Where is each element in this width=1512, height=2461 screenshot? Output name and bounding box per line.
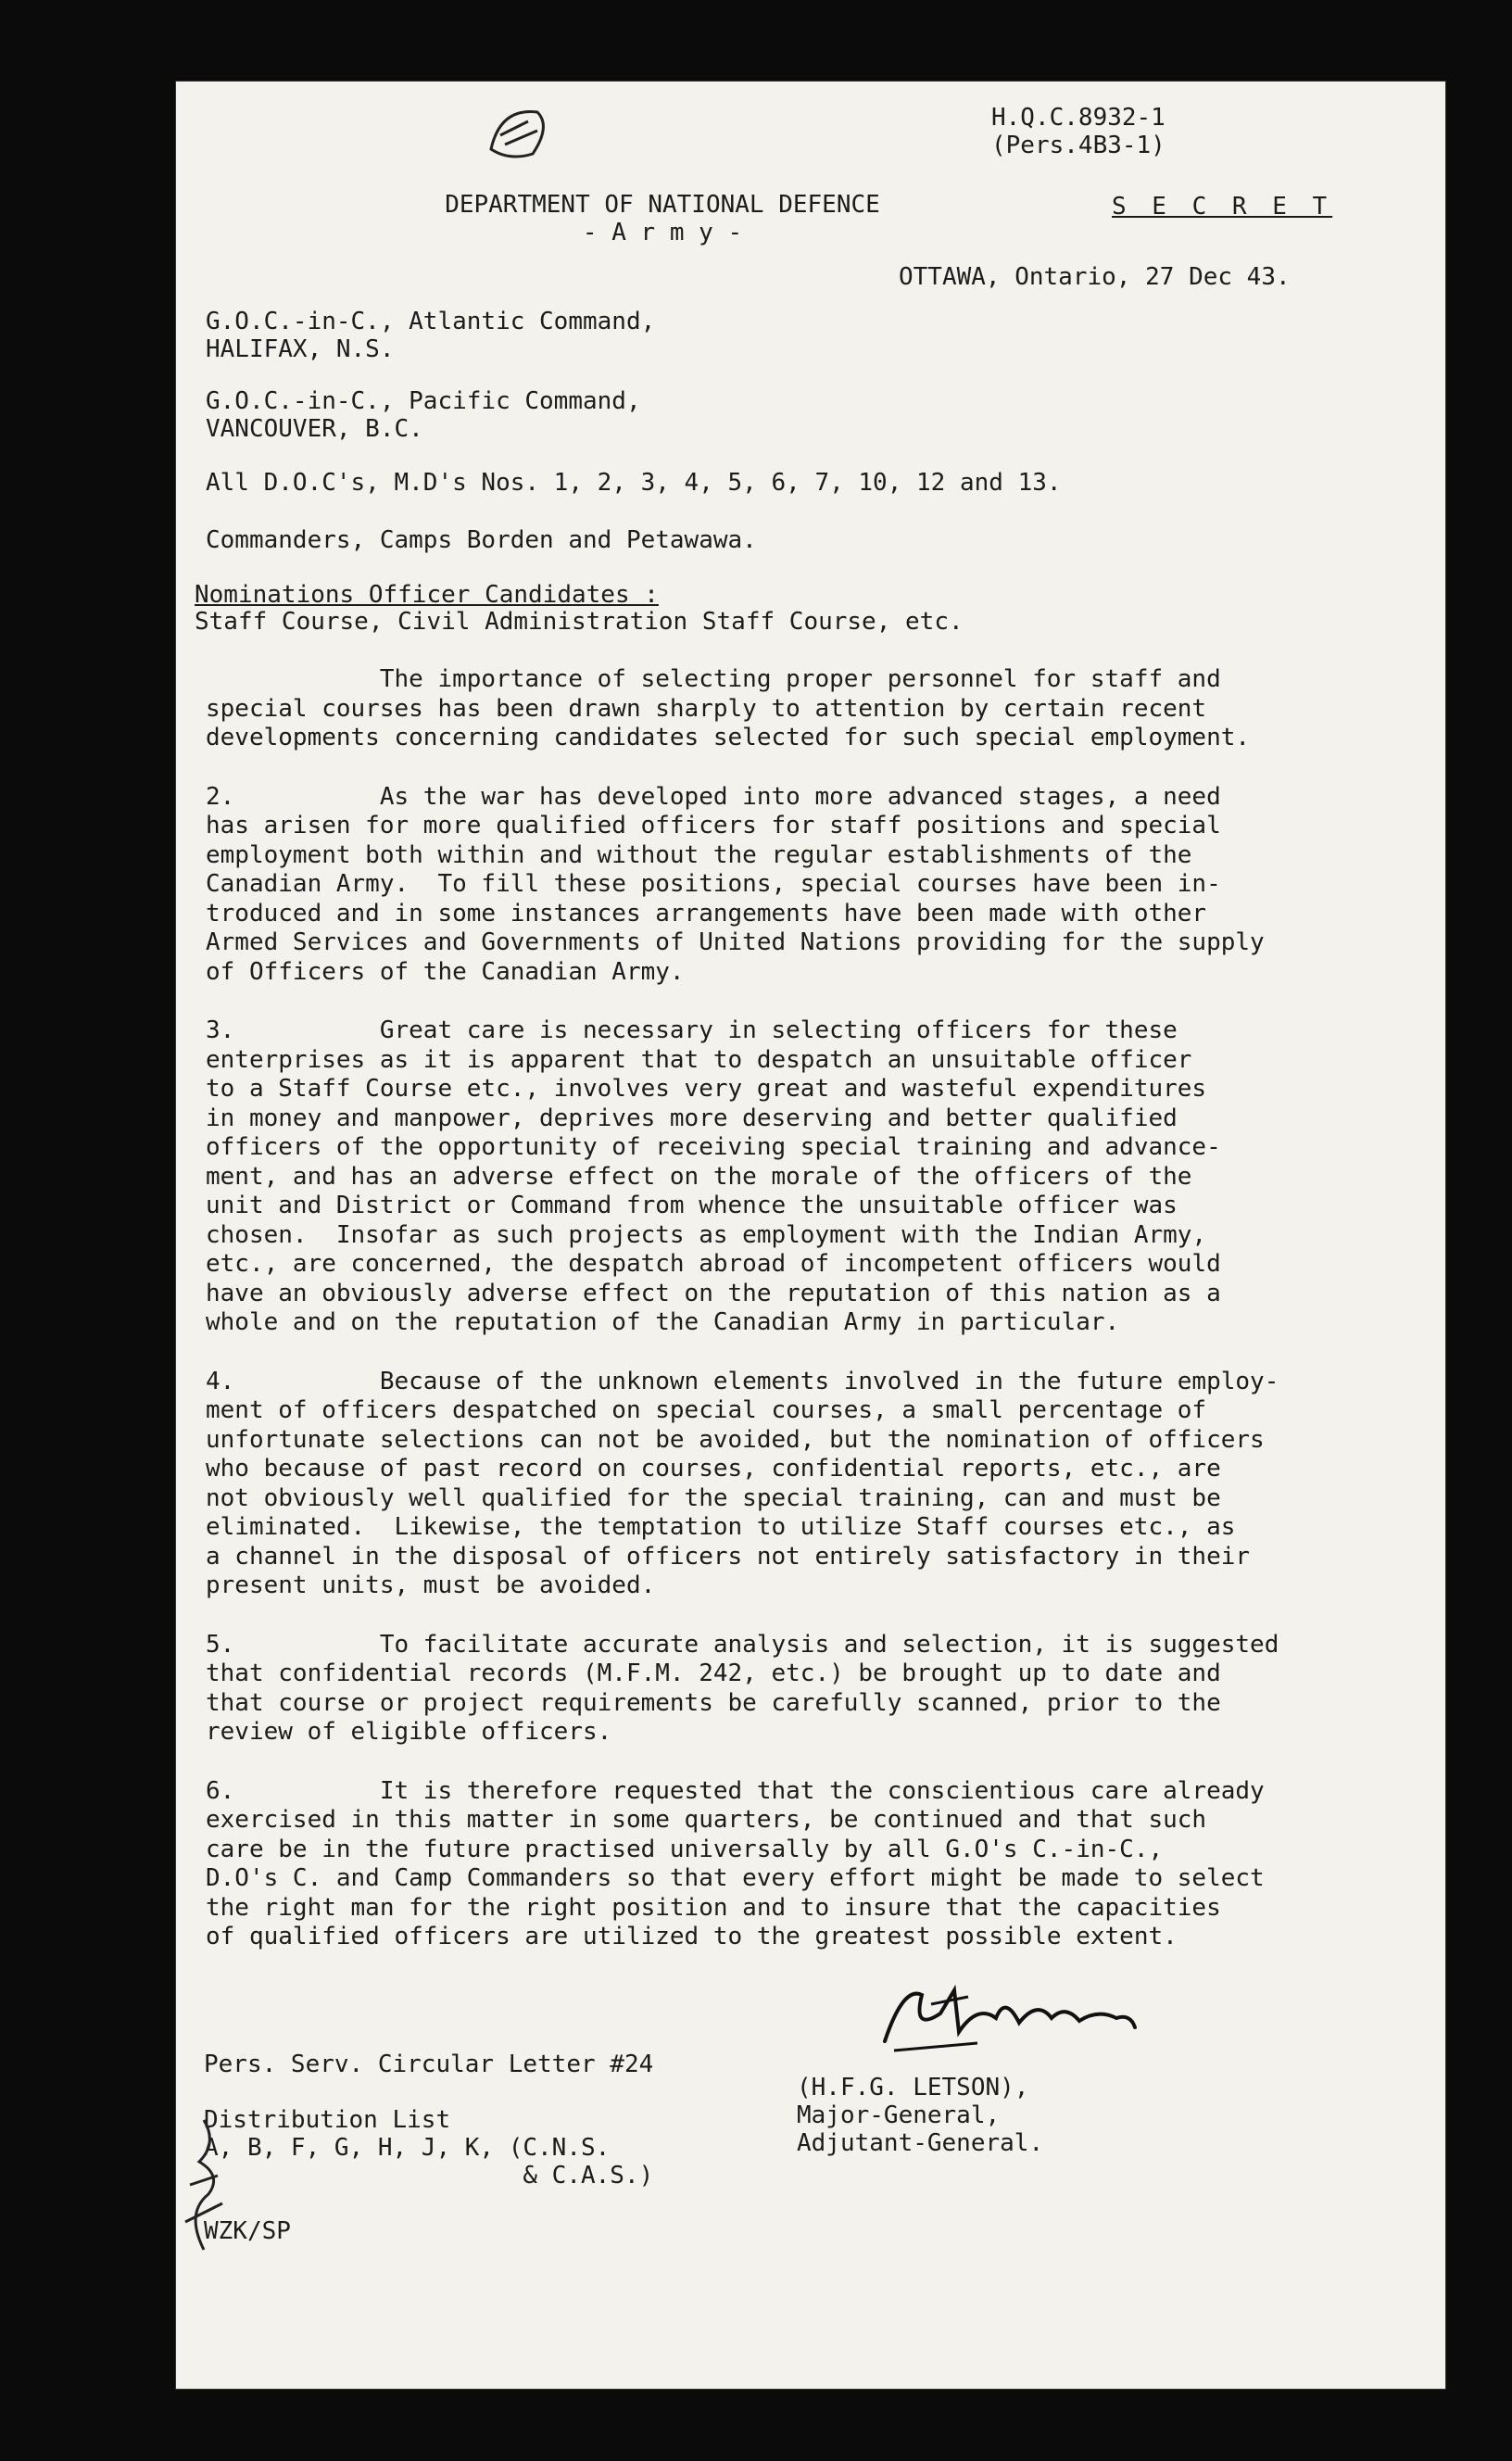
- distribution-label: Distribution List: [204, 2106, 451, 2134]
- signatory-name: (H.F.G. LETSON),: [797, 2074, 1029, 2101]
- department-name: DEPARTMENT OF NATIONAL DEFENCE: [445, 191, 880, 219]
- text-line: employment both within and without the regular establishments of the: [206, 840, 1192, 869]
- file-reference: [991, 104, 1166, 159]
- text-line: whole and on the reputation of the Canadian Army in particular.: [206, 1308, 1120, 1336]
- text-line: eliminated. Likewise, the temptation to utilize Staff courses etc., as: [206, 1513, 1236, 1541]
- text-line: care be in the future practised universally by all G.O's C.-in-C.,: [206, 1835, 1164, 1863]
- text-line: to a Staff Course etc., involves very great and wasteful expenditures: [206, 1075, 1207, 1103]
- text-line: etc., are concerned, the despatch abroad of incompetent officers would: [206, 1250, 1221, 1278]
- file-ref-line-2: (Pers.4B3-1): [991, 132, 1166, 159]
- text-line: special courses has been drawn sharply to attention by certain recent: [206, 694, 1207, 723]
- text-line: unit and District or Command from whence the unsuitable officer was: [206, 1192, 1178, 1219]
- paragraph-6: [206, 1777, 1429, 1952]
- addressee-line: All D.O.C's, M.D's Nos. 1, 2, 3, 4, 5, 6, 7, 10, 12 and 13.: [206, 469, 1062, 497]
- text-line: 2. As the war has developed into more advanced stages, a need: [206, 782, 1221, 811]
- addressee-line: G.O.C.-in-C., Pacific Command,: [206, 387, 641, 415]
- addressee-3: [206, 469, 1062, 497]
- document-page: [176, 82, 1445, 2389]
- text-line: chosen. Insofar as such projects as employment with the Indian Army,: [206, 1220, 1207, 1249]
- paragraph-4: [206, 1368, 1429, 1601]
- signatory-title: Adjutant-General.: [797, 2129, 1044, 2157]
- paragraph-3: [206, 1016, 1429, 1338]
- file-ref-line-1: H.Q.C.8932-1: [991, 104, 1166, 132]
- text-line: of qualified officers are utilized to the greatest possible extent.: [206, 1923, 1178, 1950]
- text-line: D.O's C. and Camp Commanders so that every effort might be made to select: [206, 1864, 1265, 1892]
- text-line: 5. To facilitate accurate analysis and selection, it is suggested: [206, 1630, 1279, 1659]
- place-date: OTTAWA, Ontario, 27 Dec 43.: [899, 263, 1291, 291]
- distribution-line-2: & C.A.S.): [204, 2162, 654, 2190]
- text-line: review of eligible officers.: [206, 1718, 612, 1746]
- letterhead: [375, 191, 950, 246]
- addressee-2: [206, 387, 641, 443]
- addressee-1: [206, 308, 655, 363]
- text-line: officers of the opportunity of receiving special training and advance-: [206, 1133, 1221, 1161]
- signatory-rank: Major-General,: [797, 2101, 1001, 2129]
- text-line: troduced and in some instances arrangements have been made with other: [206, 899, 1207, 928]
- text-line: Armed Services and Governments of United Nations providing for the supply: [206, 928, 1265, 956]
- subject: [195, 582, 964, 636]
- text-line: a channel in the disposal of officers not entirely satisfactory in their: [206, 1542, 1251, 1571]
- text-line: that confidential records (M.F.M. 242, etc.) be brought up to date and: [206, 1660, 1221, 1687]
- text-line: developments concerning candidates selected for such special employment.: [206, 724, 1251, 751]
- subject-line-1: Nominations Officer Candidates :: [195, 581, 659, 609]
- signature-block: [797, 2074, 1043, 2157]
- addressee-line: HALIFAX, N.S.: [206, 335, 395, 363]
- subject-line-2: Staff Course, Civil Administration Staff Course, etc.: [195, 608, 964, 636]
- text-line: ment, and has an adverse effect on the morale of the officers of the: [206, 1162, 1192, 1191]
- addressee-4: [206, 526, 757, 554]
- circular-reference: Pers. Serv. Circular Letter #24: [204, 2051, 654, 2078]
- classification-mark: S E C R E T: [1112, 193, 1333, 221]
- text-line: of Officers of the Canadian Army.: [206, 957, 685, 986]
- text-line: 4. Because of the unknown elements involved in the future employ-: [206, 1367, 1279, 1395]
- text-line: in money and manpower, deprives more deserving and better qualified: [206, 1104, 1178, 1132]
- text-line: who because of past record on courses, confidential reports, etc., are: [206, 1455, 1221, 1483]
- footer-block: [204, 2051, 653, 2245]
- text-line: 6. It is therefore requested that the conscientious care already: [206, 1776, 1265, 1805]
- text-line: present units, must be avoided.: [206, 1571, 656, 1599]
- text-line: have an obviously adverse effect on the reputation of this nation as a: [206, 1279, 1221, 1307]
- stamp-mark: [482, 98, 556, 163]
- branch-name: - A r m y -: [582, 219, 743, 246]
- text-line: ment of officers despatched on special courses, a small percentage of: [206, 1396, 1207, 1424]
- handwritten-signature: [866, 1976, 1144, 2069]
- text-line: exercised in this matter in some quarters, be continued and that such: [206, 1806, 1207, 1834]
- text-line: the right man for the right position and to insure that the capacities: [206, 1893, 1221, 1922]
- text-line: The importance of selecting proper personnel for staff and: [206, 665, 1221, 693]
- typist-reference: WZK/SP: [204, 2217, 291, 2245]
- distribution-line-1: A, B, F, G, H, J, K, (C.N.S.: [204, 2134, 611, 2162]
- paragraph-5: [206, 1631, 1429, 1748]
- paragraph-1: [206, 665, 1429, 753]
- text-line: enterprises as it is apparent that to despatch an unsuitable officer: [206, 1045, 1192, 1074]
- paragraph-2: [206, 783, 1429, 988]
- addressee-line: VANCOUVER, B.C.: [206, 415, 423, 443]
- addressee-line: Commanders, Camps Borden and Petawawa.: [206, 526, 757, 554]
- text-line: 3. Great care is necessary in selecting officers for these: [206, 1016, 1178, 1044]
- text-line: unfortunate selections can not be avoided, but the nomination of officers: [206, 1425, 1265, 1454]
- text-line: Canadian Army. To fill these positions, special courses have been in-: [206, 870, 1221, 898]
- addressee-line: G.O.C.-in-C., Atlantic Command,: [206, 308, 656, 335]
- text-line: that course or project requirements be carefully scanned, prior to the: [206, 1688, 1221, 1717]
- handwritten-initials: [176, 2111, 241, 2259]
- text-line: has arisen for more qualified officers for staff positions and special: [206, 812, 1221, 839]
- letter-body: [206, 665, 1429, 1982]
- text-line: not obviously well qualified for the special training, can and must be: [206, 1483, 1221, 1512]
